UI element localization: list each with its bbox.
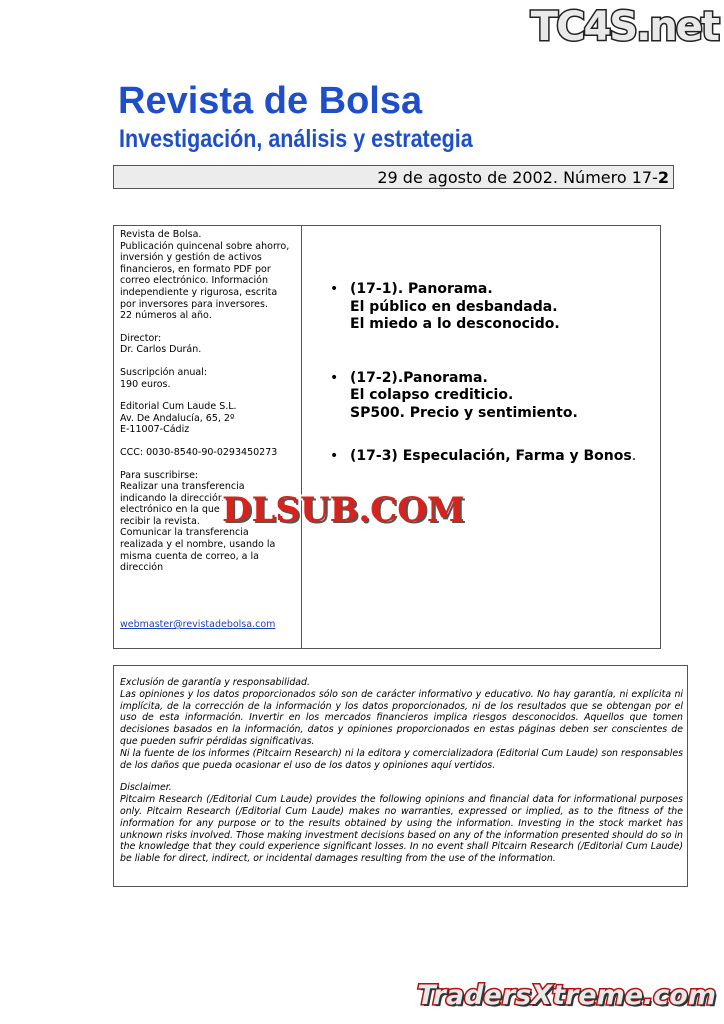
info-line: Revista de Bolsa. [120,229,202,240]
issue-date-text: 29 de agosto de 2002. Número 17- [377,168,658,187]
toc-line: (17-3) Especulación, Farma y Bonos [350,448,632,464]
info-line: Publicación quincenal sobre ahorro, [120,240,290,252]
director-name: Dr. Carlos Durán. [120,344,202,356]
toc-trailing-period: . [631,448,637,464]
info-line: financieros, en formato PDF por [120,263,271,275]
toc-item-17-3[interactable] [330,448,636,466]
tc4s-watermark: TC4S.net [530,4,718,50]
subscribe-line: realizada y el nombre, usando la [120,539,276,551]
publication-info-column [114,226,302,648]
issue-date-bar [113,165,674,189]
page-title: Revista de Bolsa [118,80,423,122]
info-line: por inversores para inversores. [120,298,268,310]
bank-account: CCC: 0030-8540-90-0293450273 [120,446,278,458]
publisher-line: E-11007-Cádiz [120,424,190,436]
subscribe-line: recibir la revista. [120,515,200,527]
publisher-line: Editorial Cum Laude S.L. [120,401,237,413]
toc-line: • (17-2).Panorama. [350,369,488,386]
subscription-label: Suscripción anual: [120,366,208,378]
publisher-line: Av. De Andalucía, 65, 2º [120,412,235,424]
subscribe-line: Realizar una transferencia [120,481,245,493]
info-line: correo electrónico. Información [120,275,268,287]
disclaimer-es-body-2: Ni la fuente de los informes (Pitcairn Research) ni la editora y comercializadora (Editorial Cum Laude) son responsables de los daños que pueda ocasionar el uso de los datos y opiniones aquí vertidos. [120,747,683,771]
info-line: independiente y rigurosa, escrita [120,286,278,298]
toc-line: El miedo a lo desconocido. [350,316,560,332]
subscribe-line: Para suscribirse: [120,469,199,481]
subscribe-line: dirección [120,562,164,574]
table-of-contents [330,281,636,466]
toc-line: SP500. Precio y sentimiento. [350,404,578,421]
disclaimer-en-title: Disclaimer. [120,782,172,794]
disclaimer-box [113,665,688,887]
subscribe-line: indicando la dirección [120,492,224,504]
info-box [113,225,661,649]
toc-line: • (17-1). Panorama. [350,281,493,297]
tradersxtreme-watermark: TradersXtreme.com [417,980,716,1011]
webmaster-email-link[interactable]: webmaster@revistadebolsa.com [120,619,276,630]
issue-number: 2 [657,168,669,187]
disclaimer-es-body: Las opiniones y los datos proporcionados sólo son de carácter informativo y educativo. No hay garantía, ni explícita ni implícita, de la corrección de la información y los datos proporcionados, ni de los resultados que se obtengan por el uso de esta información. Invertir en los mercados financieros implica riesgos desconocidos. Aquellos que tomen decisiones basados en la información, datos y opiniones proporcionados en estas páginas deben ser conscientes de que pueden sufrir pérdidas significativas. [120,688,683,747]
dlsub-watermark: DLSUB.COM [222,490,465,530]
toc-line: El público en desbandada. [350,298,558,315]
subscribe-line: electrónico en la que [120,504,220,516]
disclaimer-es-title: Exclusión de garantía y responsabilidad. [120,677,310,688]
subscribe-line: Comunicar la transferencia [120,527,249,539]
info-line: 22 números al año. [120,310,212,322]
disclaimer-en-body: Pitcairn Research (/Editorial Cum Laude) provides the following opinions and financial data for informational purposes only. Pitcairn Research (/Editorial Cum Laude) makes no warranties, expressed or implied, as to the fitness of the information for any purpose or to the results obtained by using the information. Investing in the stock market has unknown risks involved. Those making investment decisions based on any of the information presented should do so in the knowledge that they could experience significant losses. In no event shall Pitcairn Research (/Editorial Cum Laude) be liable for direct, indirect, or incidental damages resulting from the use of the information. [120,794,683,865]
info-line: inversión y gestión de activos [120,252,262,264]
toc-item-17-1[interactable] [330,281,636,334]
toc-line: El colapso crediticio. [350,387,514,403]
toc-item-17-2[interactable] [330,370,636,423]
director-label: Director: [120,332,162,344]
page-subtitle: Investigación, análisis y estrategia [119,125,473,153]
subscribe-line: misma cuenta de correo, a la [120,550,259,562]
subscription-price: 190 euros. [120,378,171,390]
